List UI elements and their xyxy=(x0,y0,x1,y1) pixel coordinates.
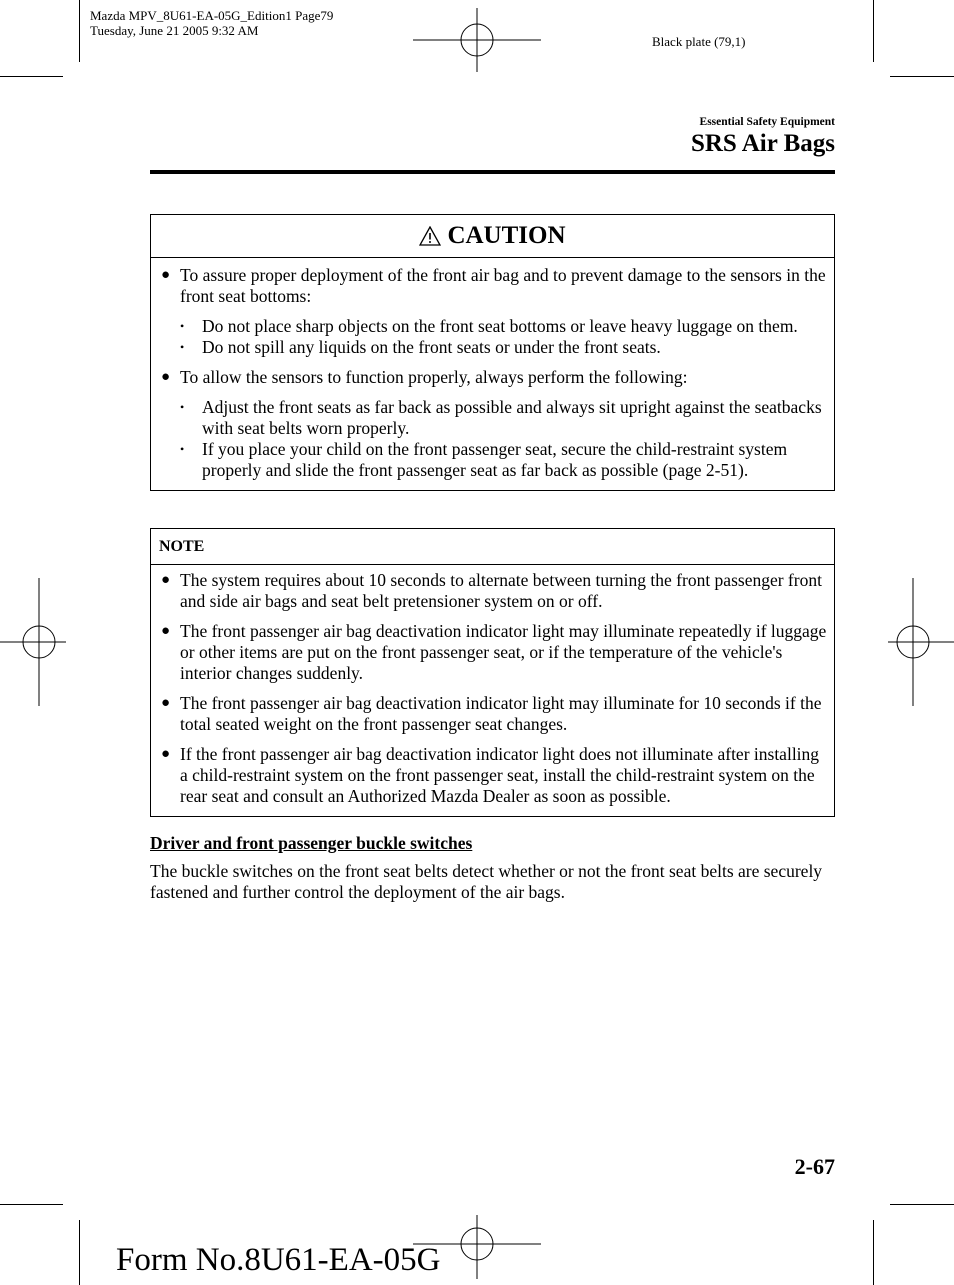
bullet-icon: ● xyxy=(161,267,171,283)
caution-subitem-text: Do not spill any liquids on the front seats or under the front seats. xyxy=(202,337,661,357)
caution-subitem xyxy=(180,439,828,481)
subbullet-icon: • xyxy=(180,400,185,414)
caution-header xyxy=(151,215,834,258)
caution-subitem xyxy=(180,397,828,439)
caution-item-text: To allow the sensors to function properly, always perform the following: xyxy=(180,367,688,387)
caution-title: CAUTION xyxy=(447,222,566,249)
print-header-file: Mazda MPV_8U61-EA-05G_Edition1 Page79 xyxy=(90,8,334,23)
note-item xyxy=(161,744,828,807)
caution-item xyxy=(161,265,828,358)
caution-item-text: To assure proper deployment of the front air bag and to prevent damage to the sensors in the front seat bottoms: xyxy=(180,265,826,306)
note-body xyxy=(151,565,834,816)
registration-mark-right xyxy=(884,575,954,710)
warning-triangle-icon xyxy=(419,226,441,246)
subsection-body: The buckle switches on the front seat belts detect whether or not the front seat belts are securely fastened and further control the deployment of the air bags. xyxy=(150,861,823,902)
caution-body xyxy=(151,258,834,490)
print-header-date: Tuesday, June 21 2005 9:32 AM xyxy=(90,23,259,38)
caution-subitem-text: Adjust the front seats as far back as possible and always sit upright against the seatbacks with seat belts worn properly. xyxy=(202,397,822,438)
subsection-heading: Driver and front passenger buckle switches xyxy=(150,833,473,853)
caution-subitem-text: Do not place sharp objects on the front seat bottoms or leave heavy luggage on them. xyxy=(202,316,798,336)
note-item-text: If the front passenger air bag deactivation indicator light does not illuminate after installing a child-restraint system on the front passenger seat, install the child-restraint system on the rear seat and consult an Authorized Mazda Dealer as soon as possible. xyxy=(180,744,820,806)
black-plate-label: Black plate (79,1) xyxy=(652,34,746,49)
caution-box xyxy=(150,214,835,491)
note-header: NOTE xyxy=(151,529,834,565)
title-rule xyxy=(150,170,835,174)
subbullet-icon: • xyxy=(180,442,185,456)
note-item xyxy=(161,621,828,684)
page-title: SRS Air Bags xyxy=(690,130,835,157)
bullet-icon: ● xyxy=(161,623,171,639)
registration-mark-left xyxy=(0,575,70,710)
registration-mark-top xyxy=(410,5,545,75)
note-item-text: The system requires about 10 seconds to alternate between turning the front passenger front and side air bags and seat belt pretensioner system on or off. xyxy=(180,570,822,611)
form-number: Form No.8U61-EA-05G xyxy=(116,1242,441,1278)
note-item-text: The front passenger air bag deactivation indicator light may illuminate for 10 seconds if the total seated weight on the front passenger seat changes. xyxy=(180,693,822,734)
page-number: 2-67 xyxy=(794,1154,835,1179)
section-title: Essential Safety Equipment xyxy=(699,116,835,128)
note-item xyxy=(161,693,828,735)
bullet-icon: ● xyxy=(161,572,171,588)
bullet-icon: ● xyxy=(161,746,171,762)
caution-subitem-text: If you place your child on the front passenger seat, secure the child-restraint system properly and slide the front passenger seat as far back as possible (page 2-51). xyxy=(202,439,788,480)
note-item-text: The front passenger air bag deactivation indicator light may illuminate repeatedly if luggage or other items are put on the front passenger seat, or if the temperature of the vehicle's interior changes suddenly. xyxy=(180,621,827,683)
bullet-icon: ● xyxy=(161,369,171,385)
note-item xyxy=(161,570,828,612)
note-box xyxy=(150,528,835,817)
caution-subitem xyxy=(180,337,828,358)
print-header xyxy=(90,8,333,38)
caution-subitem xyxy=(180,316,828,337)
caution-item xyxy=(161,367,828,481)
bullet-icon: ● xyxy=(161,695,171,711)
subbullet-icon: • xyxy=(180,340,185,354)
subbullet-icon: • xyxy=(180,319,185,333)
